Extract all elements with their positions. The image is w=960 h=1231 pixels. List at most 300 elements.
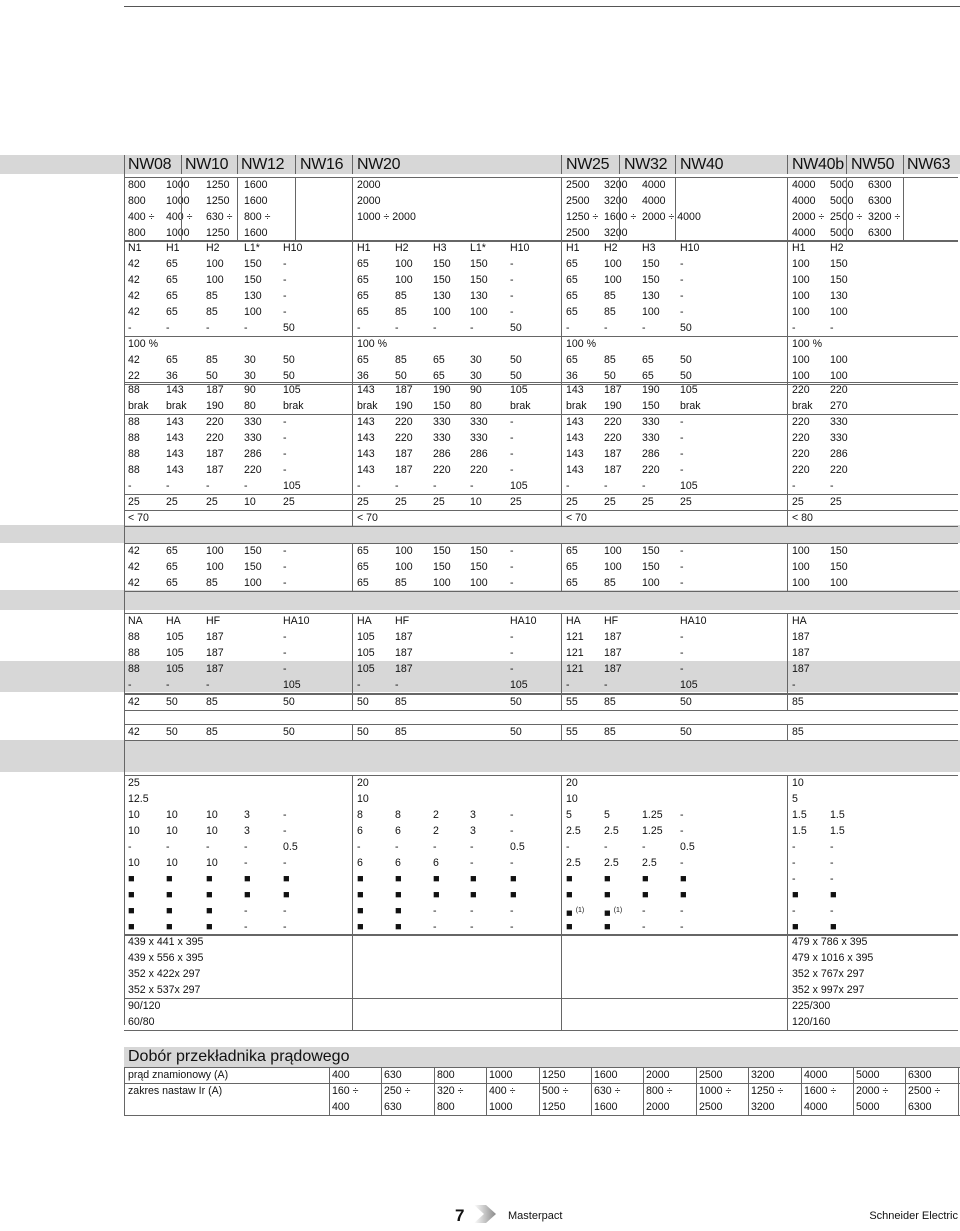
table-cell: L1* (244, 242, 260, 254)
table-cell: 190 (604, 400, 622, 412)
table-cell: 1.25 (642, 825, 663, 837)
table-cell: 2000 (357, 195, 381, 207)
table-cell: 150 (244, 258, 262, 270)
table-cell: - (206, 322, 210, 334)
table-cell: 42 (128, 290, 140, 302)
table-cell: - (680, 631, 684, 643)
table-cell: - (680, 905, 684, 917)
table-cell: 80 (470, 400, 482, 412)
table-cell: - (357, 841, 361, 853)
section-band (0, 661, 960, 692)
table-cell: - (680, 921, 684, 933)
table-cell: ■ (680, 873, 687, 885)
table-cell: 187 (395, 663, 413, 675)
table-cell: 80 (244, 400, 256, 412)
table-cell: 90 (244, 384, 256, 396)
table-cell: 100 (470, 577, 488, 589)
table-cell: 143 (566, 416, 584, 428)
table-cell: 1000 (166, 195, 190, 207)
table-cell: - (283, 809, 287, 821)
table-cell: - (680, 306, 684, 318)
table-cell: HF (604, 615, 619, 627)
table-cell: - (680, 647, 684, 659)
table-cell: ■ (604, 889, 611, 901)
table-cell: - (244, 905, 248, 917)
table-cell: 2000 (357, 179, 381, 191)
table-cell: 352 x 537x 297 (128, 984, 201, 996)
table-cell: 50 (357, 696, 369, 708)
table-cell: 25 (357, 496, 369, 508)
table-cell: 42 (128, 696, 140, 708)
table-cell: - (433, 841, 437, 853)
table-cell: 143 (166, 416, 184, 428)
table-cell: - (792, 679, 796, 691)
range-from-value: 800 ÷ (646, 1085, 673, 1097)
table-cell: 143 (566, 384, 584, 396)
table-cell: - (283, 921, 287, 933)
table-cell: 100 (433, 577, 451, 589)
range-from-value: 320 ÷ (437, 1085, 464, 1097)
table-cell: 25 (792, 496, 804, 508)
rated-current-value: 400 (332, 1069, 350, 1081)
table-cell: 1.5 (830, 809, 845, 821)
table-cell: ■ (510, 873, 517, 885)
table-cell: 85 (206, 696, 218, 708)
model-header: NW32 (624, 156, 668, 173)
table-cell: - (680, 416, 684, 428)
table-cell: 85 (206, 726, 218, 738)
table-cell: 50 (357, 726, 369, 738)
table-cell: 50 (680, 354, 692, 366)
table-cell: 6 (433, 857, 439, 869)
table-cell: 479 x 786 x 395 (792, 936, 868, 948)
table-cell: 65 (357, 545, 369, 557)
table-cell: ■ (206, 905, 213, 917)
range-to-value: 6300 (908, 1101, 932, 1113)
table-cell: - (433, 921, 437, 933)
table-cell: - (510, 448, 514, 460)
table-cell: 50 (395, 370, 407, 382)
table-cell: 4000 (642, 179, 666, 191)
table-cell: 1000 (166, 227, 190, 239)
table-cell: 439 x 556 x 395 (128, 952, 204, 964)
table-cell: 50 (283, 354, 295, 366)
table-cell: 800 (128, 227, 146, 239)
table-cell: ■ (283, 889, 290, 901)
model-header: NW20 (357, 156, 401, 173)
table-cell: - (510, 561, 514, 573)
table-cell: 220 (604, 416, 622, 428)
table-cell: 65 (166, 577, 178, 589)
company-name: Schneider Electric (869, 1210, 958, 1222)
table-cell: 130 (244, 290, 262, 302)
table-cell: ■ (128, 905, 135, 917)
table-cell: 2.5 (566, 825, 581, 837)
table-cell: 88 (128, 432, 140, 444)
range-to-value: 1600 (594, 1101, 618, 1113)
table-cell: 100 (792, 561, 810, 573)
table-cell: - (510, 416, 514, 428)
table-cell: 100 (792, 545, 810, 557)
table-cell: HA (566, 615, 581, 627)
table-cell: 100 (792, 290, 810, 302)
rated-current-value: 5000 (856, 1069, 880, 1081)
model-header: NW12 (241, 156, 285, 173)
table-cell: 65 (166, 274, 178, 286)
table-cell: H2 (395, 242, 409, 254)
table-cell: - (680, 561, 684, 573)
table-cell: 187 (792, 663, 810, 675)
table-cell: - (792, 905, 796, 917)
table-cell: 6300 (868, 195, 892, 207)
table-cell: - (283, 631, 287, 643)
table-cell: - (166, 679, 170, 691)
table-cell: 50 (510, 354, 522, 366)
table-cell: 105 (166, 647, 184, 659)
range-from-value: 630 ÷ (594, 1085, 621, 1097)
table-cell: 130 (642, 290, 660, 302)
table-cell: 65 (357, 354, 369, 366)
table-cell: 36 (566, 370, 578, 382)
rated-current-value: 3200 (751, 1069, 775, 1081)
table-cell: 85 (604, 290, 616, 302)
table-cell: 10 (357, 793, 369, 805)
range-from-value: 500 ÷ (542, 1085, 569, 1097)
table-cell: 88 (128, 416, 140, 428)
rated-current-value: 2000 (646, 1069, 670, 1081)
table-cell: ■ (166, 873, 173, 885)
rated-current-value: 1250 (542, 1069, 566, 1081)
table-cell: brak (166, 400, 187, 412)
table-cell: 150 (433, 545, 451, 557)
table-cell: 100 (604, 545, 622, 557)
table-cell: - (566, 841, 570, 853)
table-cell: - (283, 663, 287, 675)
table-cell: 100 (830, 577, 848, 589)
table-cell: 330 (642, 432, 660, 444)
table-cell: 65 (566, 290, 578, 302)
table-cell: - (244, 480, 248, 492)
table-cell: 85 (395, 696, 407, 708)
rated-current-value: 2500 (699, 1069, 723, 1081)
table-cell: 105 (283, 679, 301, 691)
table-cell: - (642, 921, 646, 933)
table-cell: 150 (470, 258, 488, 270)
table-cell: 100 (395, 274, 413, 286)
table-cell: 65 (357, 577, 369, 589)
table-cell: 25 (680, 496, 692, 508)
table-cell: 187 (395, 647, 413, 659)
table-cell: 105 (283, 480, 301, 492)
table-cell: 187 (206, 464, 224, 476)
table-cell: 100 % (566, 338, 597, 350)
table-cell: - (510, 809, 514, 821)
table-cell: - (206, 679, 210, 691)
table-cell: - (470, 480, 474, 492)
table-cell: 220 (792, 384, 810, 396)
table-cell: 6 (357, 825, 363, 837)
table-cell: 150 (470, 274, 488, 286)
table-cell: 286 (433, 448, 451, 460)
table-cell: ■ $^{(1)}$ (566, 907, 585, 920)
table-cell: - (206, 480, 210, 492)
table-cell: 1600 ÷ (604, 211, 637, 223)
table-cell: 1250 (206, 179, 230, 191)
table-cell: 121 (566, 631, 584, 643)
table-cell: - (792, 841, 796, 853)
table-cell: brak (357, 400, 378, 412)
table-cell: 65 (642, 370, 654, 382)
table-cell: 100 (395, 545, 413, 557)
table-cell: 187 (604, 464, 622, 476)
rated-current-value: 6300 (908, 1069, 932, 1081)
table-cell: - (680, 545, 684, 557)
table-cell: 2500 (566, 179, 590, 191)
table-cell: 2 (433, 825, 439, 837)
table-cell: 286 (642, 448, 660, 460)
model-header: NW40b (792, 156, 844, 173)
table-cell: 50 (283, 370, 295, 382)
table-cell: 100 (792, 306, 810, 318)
table-cell: 88 (128, 631, 140, 643)
table-cell: 25 (433, 496, 445, 508)
table-cell: 100 % (357, 338, 388, 350)
table-cell: 30 (244, 370, 256, 382)
table-cell: - (395, 322, 399, 334)
table-cell: 50 (680, 370, 692, 382)
range-from-value: 1600 ÷ (804, 1085, 837, 1097)
table-cell: - (128, 480, 132, 492)
table-cell: 10 (206, 809, 218, 821)
table-cell: - (510, 258, 514, 270)
table-cell: - (470, 857, 474, 869)
table-cell: 100 (206, 258, 224, 270)
table-cell: 100 % (128, 338, 159, 350)
table-cell: - (642, 905, 646, 917)
table-cell: 150 (830, 258, 848, 270)
table-cell: 65 (357, 306, 369, 318)
table-cell: 65 (166, 258, 178, 270)
table-cell: - (283, 561, 287, 573)
table-cell: 10 (792, 777, 804, 789)
table-cell: 42 (128, 561, 140, 573)
table-cell: - (510, 432, 514, 444)
table-cell: ■ (395, 905, 402, 917)
table-cell: 270 (830, 400, 848, 412)
table-cell: 187 (604, 647, 622, 659)
table-cell: 187 (792, 631, 810, 643)
table-cell: 190 (206, 400, 224, 412)
table-cell: 88 (128, 464, 140, 476)
table-cell: ■ (244, 889, 251, 901)
table-cell: 220 (206, 432, 224, 444)
table-cell: 88 (128, 384, 140, 396)
table-cell: 6 (357, 857, 363, 869)
table-cell: 225/300 (792, 1000, 831, 1012)
table-cell: 1600 (244, 179, 268, 191)
rated-current-value: 630 (384, 1069, 402, 1081)
table-cell: 10 (166, 857, 178, 869)
table-cell: 6 (395, 857, 401, 869)
table-cell: ■ (566, 889, 573, 901)
table-cell: 1.5 (830, 825, 845, 837)
table-cell: ■ (357, 905, 364, 917)
table-cell: 10 (128, 825, 140, 837)
table-cell: 42 (128, 274, 140, 286)
table-cell: 10 (244, 496, 256, 508)
table-cell: 50 (510, 370, 522, 382)
table-cell: 220 (470, 464, 488, 476)
table-cell: - (166, 480, 170, 492)
table-cell: HA (792, 615, 807, 627)
table-cell: 330 (470, 416, 488, 428)
table-cell: 220 (244, 464, 262, 476)
table-cell: 85 (604, 726, 616, 738)
table-cell: 42 (128, 726, 140, 738)
table-cell: 286 (470, 448, 488, 460)
table-cell: - (283, 306, 287, 318)
table-cell: 143 (166, 432, 184, 444)
rated-current-value: 1600 (594, 1069, 618, 1081)
table-cell: 85 (792, 696, 804, 708)
table-cell: 187 (395, 448, 413, 460)
table-cell: 187 (604, 384, 622, 396)
table-cell: 143 (566, 432, 584, 444)
table-cell: - (680, 825, 684, 837)
table-cell: - (395, 679, 399, 691)
table-cell: 143 (566, 464, 584, 476)
table-cell: - (283, 448, 287, 460)
table-cell: ■ (642, 889, 649, 901)
table-cell: 100 (604, 258, 622, 270)
table-cell: 100 (792, 370, 810, 382)
table-cell: ■ (357, 889, 364, 901)
table-cell: 121 (566, 663, 584, 675)
section-band (0, 525, 960, 543)
table-cell: - (566, 322, 570, 334)
table-cell: - (792, 873, 796, 885)
table-cell: 150 (642, 545, 660, 557)
table-cell: 100 (830, 306, 848, 318)
table-cell: ■ (206, 889, 213, 901)
table-cell: - (128, 322, 132, 334)
table-cell: 439 x 441 x 395 (128, 936, 204, 948)
table-cell: 100 (830, 354, 848, 366)
table-cell: - (357, 480, 361, 492)
table-cell: brak (283, 400, 304, 412)
table-cell: 50 (510, 696, 522, 708)
range-to-value: 2500 (699, 1101, 723, 1113)
table-cell: 150 (642, 274, 660, 286)
table-cell: 36 (166, 370, 178, 382)
table-cell: ■ $^{(1)}$ (604, 907, 623, 920)
table-cell: 1250 (206, 195, 230, 207)
table-cell: 286 (244, 448, 262, 460)
table-cell: 105 (166, 631, 184, 643)
table-cell: ■ (604, 921, 611, 933)
table-cell: 6 (395, 825, 401, 837)
table-cell: 187 (206, 647, 224, 659)
table-cell: < 70 (128, 512, 149, 524)
table-cell: 352 x 997x 297 (792, 984, 865, 996)
rated-current-value: 1000 (489, 1069, 513, 1081)
table-cell: - (470, 921, 474, 933)
table-cell: 36 (357, 370, 369, 382)
table-cell: 187 (206, 663, 224, 675)
table-cell: HA10 (680, 615, 707, 627)
table-cell: - (680, 432, 684, 444)
table-cell: - (283, 857, 287, 869)
table-cell: 330 (830, 416, 848, 428)
table-cell: - (792, 480, 796, 492)
product-name: Masterpact (508, 1210, 563, 1222)
table-cell: 5 (792, 793, 798, 805)
table-cell: 143 (357, 464, 375, 476)
table-cell: 85 (206, 290, 218, 302)
table-cell: 65 (166, 290, 178, 302)
table-cell: 143 (166, 448, 184, 460)
table-cell: 50 (166, 696, 178, 708)
table-cell: 30 (470, 354, 482, 366)
table-cell: 12.5 (128, 793, 149, 805)
table-cell: 85 (395, 290, 407, 302)
table-cell: 330 (433, 432, 451, 444)
table-cell: 400 ÷ (166, 211, 193, 223)
table-cell: 1.5 (792, 809, 807, 821)
table-cell: HA (357, 615, 372, 627)
range-to-value: 400 (332, 1101, 350, 1113)
table-cell: 42 (128, 258, 140, 270)
table-cell: - (283, 290, 287, 302)
range-to-value: 630 (384, 1101, 402, 1113)
table-cell: - (510, 647, 514, 659)
table-cell: 130 (470, 290, 488, 302)
table-cell: 100 (206, 545, 224, 557)
table-cell: - (680, 448, 684, 460)
table-cell: 65 (433, 370, 445, 382)
table-cell: 6300 (868, 227, 892, 239)
table-cell: - (244, 857, 248, 869)
table-cell: 150 (642, 258, 660, 270)
table-cell: H10 (283, 242, 303, 254)
table-cell: 630 ÷ (206, 211, 233, 223)
table-cell: - (166, 322, 170, 334)
table-cell: 3200 ÷ (868, 211, 901, 223)
table-cell: 1250 ÷ (566, 211, 599, 223)
table-cell: ■ (830, 889, 837, 901)
table-cell: - (680, 258, 684, 270)
table-cell: 187 (395, 464, 413, 476)
table-cell: H1 (166, 242, 180, 254)
table-cell: 150 (244, 545, 262, 557)
table-cell: 220 (433, 464, 451, 476)
table-cell: 190 (642, 384, 660, 396)
model-header: NW08 (128, 156, 172, 173)
table-cell: 143 (357, 448, 375, 460)
table-cell: 65 (357, 290, 369, 302)
table-cell: 2.5 (642, 857, 657, 869)
table-cell: 187 (206, 631, 224, 643)
table-cell: 1.25 (642, 809, 663, 821)
table-cell: 150 (433, 561, 451, 573)
table-cell: 100 (433, 306, 451, 318)
table-cell: HA10 (510, 615, 537, 627)
table-cell: 150 (433, 258, 451, 270)
table-cell: - (283, 464, 287, 476)
table-cell: 55 (566, 726, 578, 738)
table-cell: 130 (433, 290, 451, 302)
table-cell: 120/160 (792, 1016, 831, 1028)
